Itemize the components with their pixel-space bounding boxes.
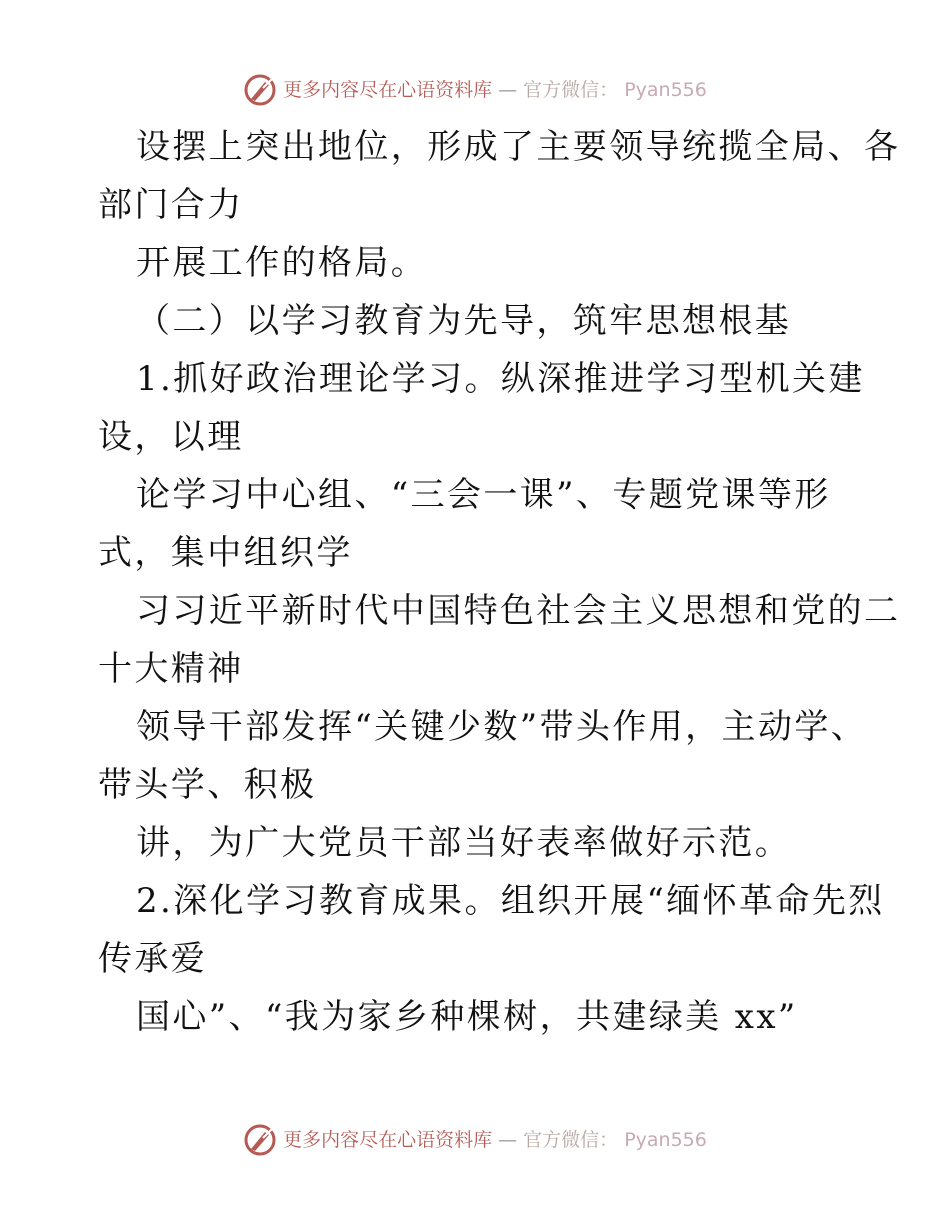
pen-circle-icon: [243, 73, 277, 107]
text-line: 讲，为广大党员干部当好表率做好示范。: [136, 823, 792, 863]
text-line: 领导干部发挥“关键少数”带头作用，主动学、: [136, 707, 868, 747]
watermark-contact-label: 官方微信：: [523, 1128, 619, 1151]
watermark-contact-label: 官方微信：: [523, 78, 619, 101]
watermark-separator: —: [498, 78, 518, 101]
footer-watermark: [0, 1120, 950, 1160]
watermark-handle: Pyan556: [624, 1128, 707, 1151]
text-line: 式，集中组织学: [98, 533, 353, 573]
text-line: 传承爱: [98, 939, 208, 979]
pen-circle-icon: [243, 1123, 277, 1157]
text-line: 开展工作的格局。: [136, 243, 428, 283]
text-line: 2.深化学习教育成果。组织开展“缅怀革命先烈: [136, 881, 885, 921]
text-line: 带头学、积极: [98, 765, 317, 805]
text-line: 十大精神: [98, 649, 244, 689]
section-heading: （二）以学习教育为先导，筑牢思想根基: [136, 301, 792, 341]
text-line: 部门合力: [98, 185, 244, 225]
watermark-handle: Pyan556: [624, 78, 707, 101]
text-line: 1.抓好政治理论学习。纵深推进学习型机关建: [136, 359, 865, 399]
text-line: 习习近平新时代中国特色社会主义思想和党的二: [136, 591, 901, 631]
text-line: 论学习中心组、“三会一课”、专题党课等形: [136, 475, 831, 515]
text-line: 设摆上突出地位，形成了主要领导统揽全局、各: [136, 127, 901, 167]
watermark-brand: 更多内容尽在心语资料库: [283, 1128, 493, 1151]
text-line: 国心”、“我为家乡种棵树，共建绿美 xx”: [136, 997, 798, 1037]
watermark-separator: —: [498, 1128, 518, 1151]
text-line: 设，以理: [98, 417, 244, 457]
watermark-brand: 更多内容尽在心语资料库: [283, 78, 493, 101]
header-watermark: [0, 70, 950, 110]
